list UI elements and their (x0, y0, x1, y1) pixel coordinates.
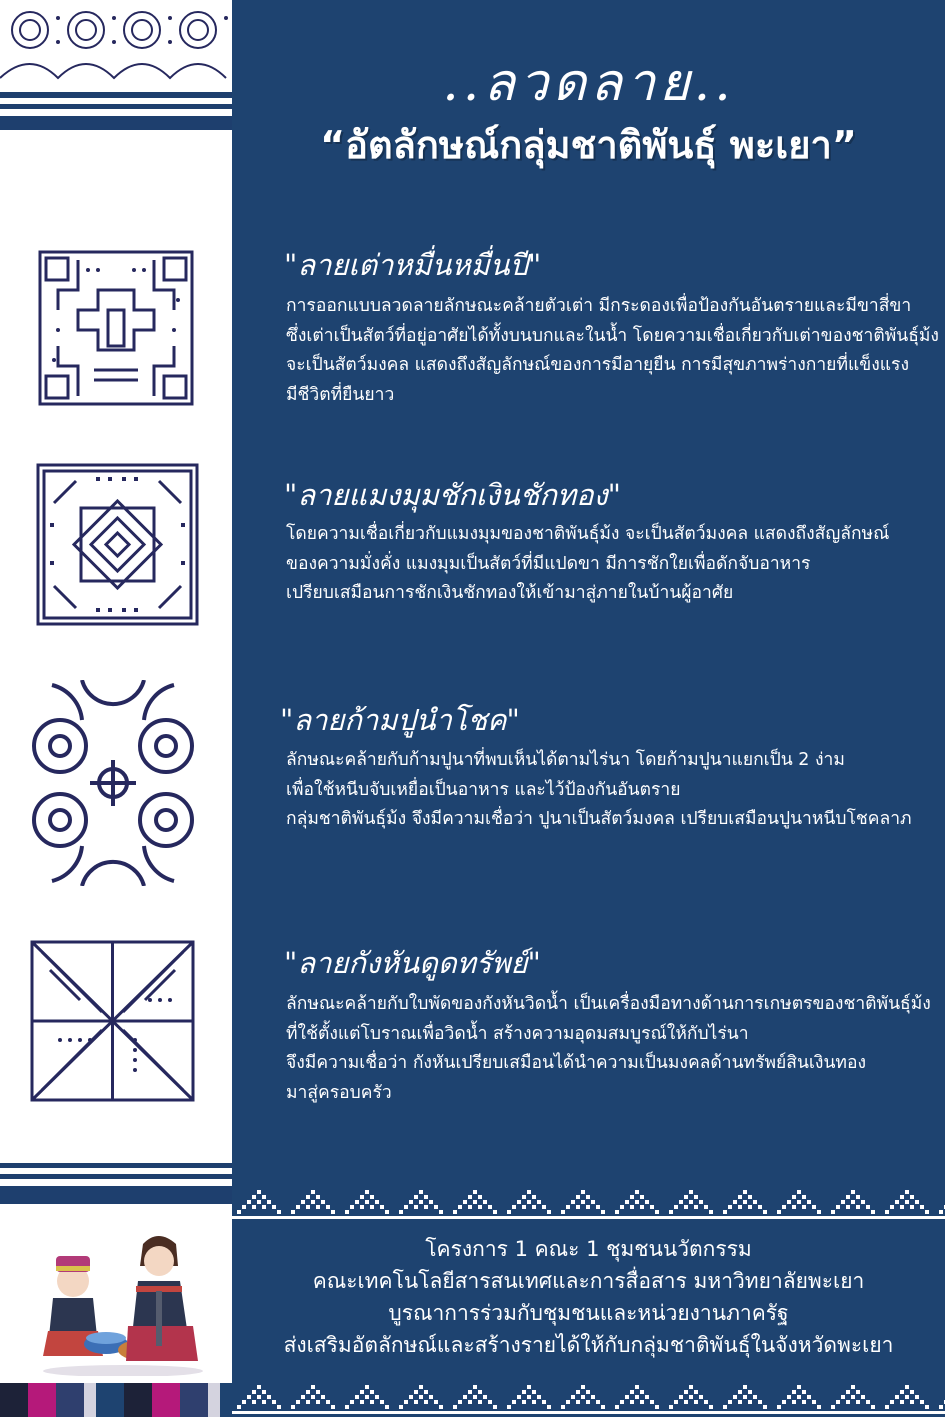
stripe (0, 104, 232, 109)
section-title-crab: "ลายก้ามปูนำโชค" (280, 703, 520, 737)
section-body-crab (286, 746, 916, 835)
section-title-windmill: "ลายกังหันดูดทรัพย์" (284, 946, 541, 980)
stripe (0, 1174, 232, 1179)
body-line: กลุ่มชาติพันธุ์ม้ง จึงมีความเชื่อว่า ปูนาเป็นสัตว์มงคล เปรียบเสมือนปูนาหนีบโชคลาภ (286, 809, 912, 829)
section-body-windmill (286, 990, 931, 1108)
crab-claw-pattern-icon (32, 680, 194, 886)
body-line: ลักษณะคล้ายกับใบพัดของกังหันวิดน้ำ เป็นเครื่องมือทางด้านการเกษตรของชาติพันธุ์ม้ง (286, 994, 931, 1014)
turtle-pattern-icon (38, 250, 194, 406)
body-line: การออกแบบลวดลายลักษณะคล้ายตัวเต่า มีกระดองเพื่อป้องกันอันตรายและมีขาสี่ขา (286, 296, 912, 316)
top-circle-pattern (0, 0, 232, 90)
footer-line: โครงการ 1 คณะ 1 ชุมชนนวัตกรรม (425, 1237, 752, 1261)
left-white-panel (0, 0, 232, 1417)
diamond-border-top (232, 1188, 945, 1222)
footer-line: ส่งเสริมอัตลักษณ์และสร้างรายได้ให้กับกลุ่มชาติพันธุ์ในจังหวัดพะเยา (283, 1333, 894, 1357)
stripe (0, 92, 232, 98)
body-line: โดยความเชื่อเกี่ยวกับแมงมุมของชาติพันธุ์ม้ง จะเป็นสัตว์มงคล แสดงถึงสัญลักษณ์ (286, 524, 890, 544)
footer-credits (232, 1233, 945, 1361)
body-line: มาสู่ครอบครัว (286, 1082, 392, 1103)
footer-line: คณะเทคโนโลยีสารสนเทศและการสื่อสาร มหาวิทยาลัยพะเยา (312, 1269, 865, 1293)
fabric-strip (0, 1383, 232, 1417)
script-title: ..ลวดลาย.. (442, 53, 735, 113)
diamond-border-bottom (232, 1383, 945, 1417)
section-body-spider (286, 520, 916, 609)
section-title-spider: "ลายแมงมุมชักเงินชักทอง" (284, 478, 621, 512)
body-line: เพื่อใช้หนีบจับเหยื่อเป็นอาหาร และไว้ป้องกันอันตราย (286, 779, 681, 800)
section-body-turtle (286, 292, 939, 410)
hmong-women-illustration (28, 1226, 208, 1376)
body-line: ของความมั่งคั่ง แมงมุมเป็นสัตว์ที่มีแปดขา มีการชักใยเพื่อดักจับอาหาร (286, 553, 811, 574)
body-line: จึงมีความเชื่อว่า กังหันเปรียบเสมือนได้นำความเป็นมงคลด้านทรัพย์สินเงินทอง (286, 1053, 866, 1073)
body-line: มีชีวิตที่ยืนยาว (286, 384, 395, 405)
body-line: ที่ใช้ตั้งแต่โบราณเพื่อวิดน้ำ สร้างความอุดมสมบูรณ์ให้กับไร่นา (286, 1023, 749, 1044)
body-line: เปรียบเสมือนการชักเงินชักทองให้เข้ามาสู่ภายในบ้านผู้อาศัย (286, 583, 734, 603)
body-line: จะเป็นสัตว์มงคล แสดงถึงสัญลักษณ์ของการมีอายุยืน การมีสุขภาพร่างกายที่แข็งแรง (286, 355, 909, 375)
body-line: ลักษณะคล้ายกับก้ามปูนาที่พบเห็นได้ตามไร่นา โดยก้ามปูนาแยกเป็น 2 ง่าม (286, 750, 845, 770)
stripe (0, 1163, 232, 1168)
section-title-turtle: "ลายเต่าหมื่นหมื่นปี" (284, 248, 542, 282)
footer-line: บูรณาการร่วมกับชุมชนและหน่วยงานภาครัฐ (388, 1301, 789, 1325)
stripe (0, 1186, 232, 1204)
spider-pattern-icon (36, 463, 199, 626)
main-title: “อัตลักษณ์กลุ่มชาติพันธุ์ พะเยา” (320, 123, 857, 167)
stripe (0, 116, 232, 130)
body-line: ซึ่งเต่าเป็นสัตว์ที่อยู่อาศัยได้ทั้งบนบกและในน้ำ โดยความเชื่อเกี่ยวกับเต่าของชาติพันธุ์ม้ง (286, 325, 939, 346)
windmill-pattern-icon (30, 940, 195, 1102)
